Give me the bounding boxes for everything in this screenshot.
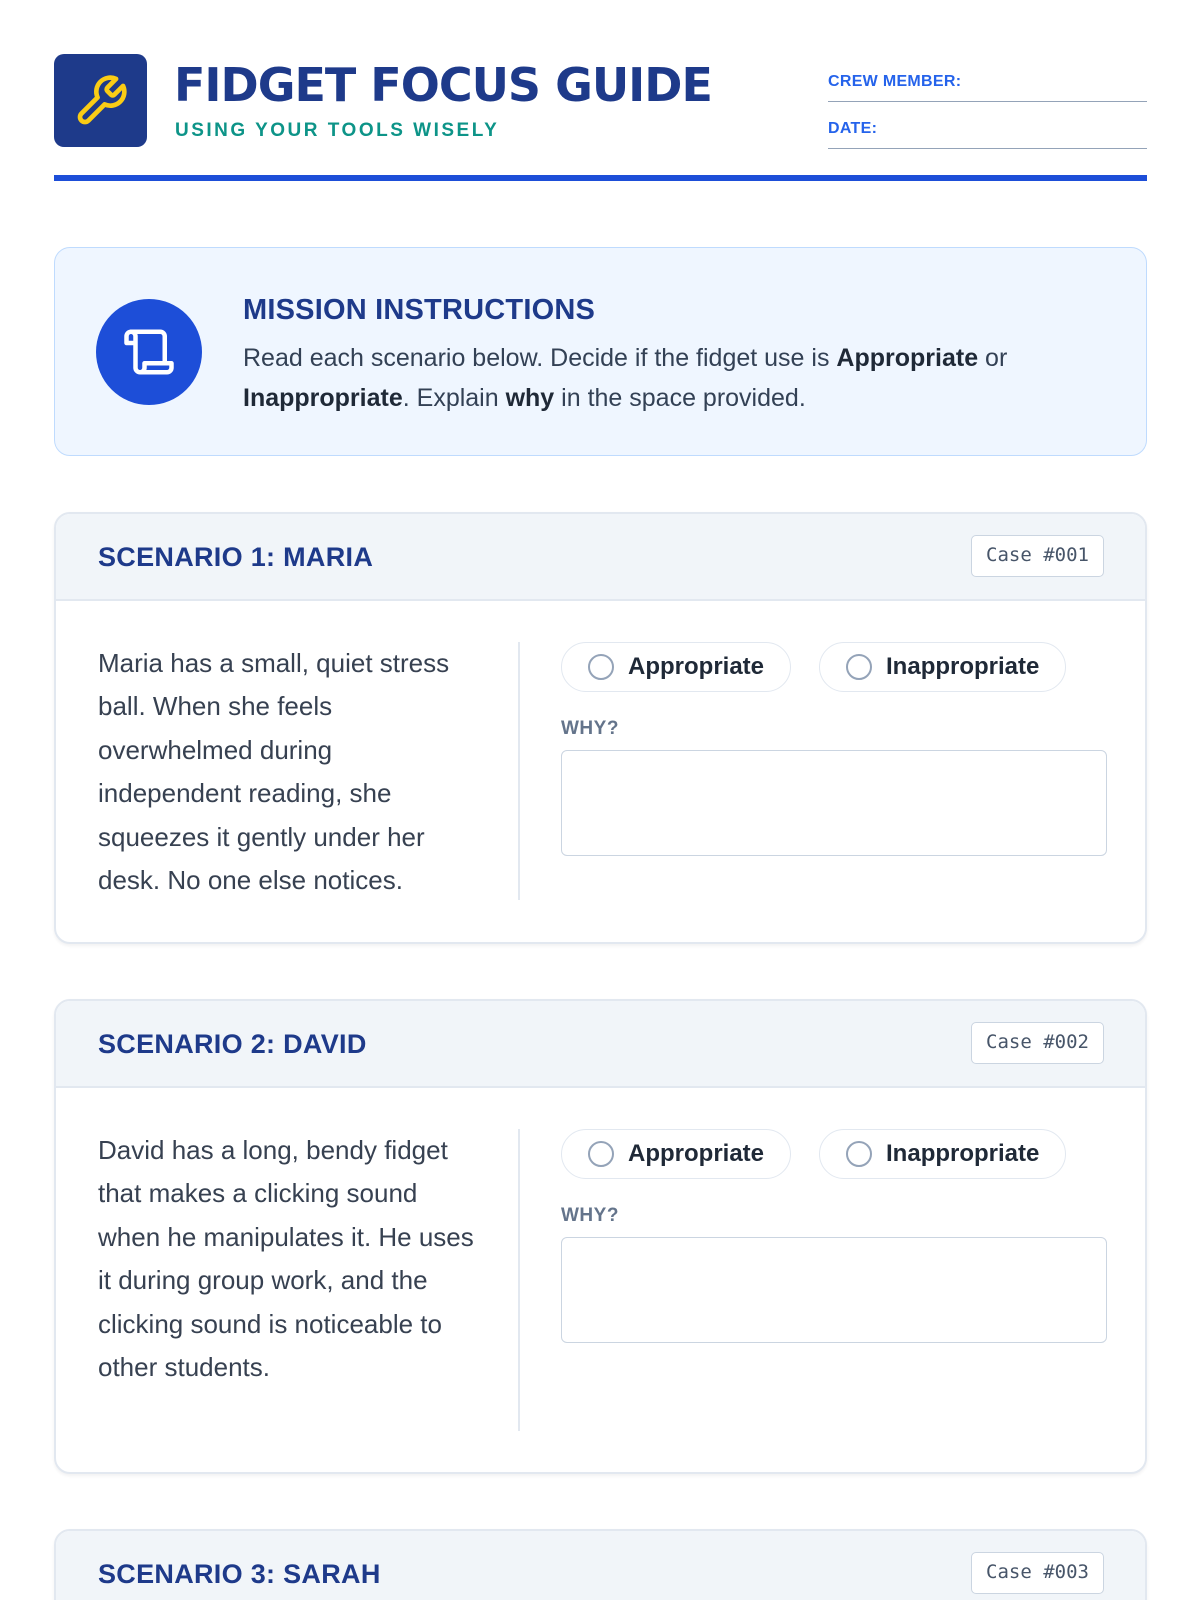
why-answer-input[interactable] [561,1237,1107,1343]
instructions-text [243,338,1113,418]
radio-button[interactable] [588,1141,614,1167]
scenario-card-3 [54,1529,1147,1600]
scenario-header [56,514,1145,601]
scenario-card-2 [54,999,1147,1474]
appropriate-option[interactable] [561,642,791,692]
page-title: FIDGET FOCUS GUIDE [174,58,712,112]
crew-member-label: CREW MEMBER: [828,73,962,90]
instructions-icon-badge [96,299,202,405]
option-label: Inappropriate [886,653,1040,680]
appropriate-option[interactable] [561,1129,791,1179]
answer-choices [561,642,1066,692]
logo-badge [54,54,147,147]
date-label: DATE: [828,120,878,137]
inappropriate-option[interactable] [819,1129,1066,1179]
worksheet-header [54,54,1147,181]
instructions-text-part: or [978,344,1008,372]
scenario-card-1 [54,512,1147,944]
case-number-badge: Case #002 [971,1022,1104,1064]
why-label: WHY? [561,718,619,739]
wrench-icon [73,73,129,129]
why-label: WHY? [561,1205,619,1226]
radio-button[interactable] [846,1141,872,1167]
instructions-bold-appropriate: Appropriate [836,344,979,372]
instructions-text-part: in the space provided. [554,384,806,412]
instructions-title: MISSION INSTRUCTIONS [243,294,596,326]
case-number-badge: Case #003 [971,1552,1104,1594]
radio-button[interactable] [588,654,614,680]
option-label: Appropriate [628,653,765,680]
scenario-header [56,1531,1145,1600]
scenario-divider [518,1129,520,1431]
why-answer-input[interactable] [561,750,1107,856]
crew-member-field[interactable] [828,58,1147,102]
inappropriate-option[interactable] [819,642,1066,692]
scenario-title: SCENARIO 3: SARAH [98,1559,381,1589]
header-fields [828,58,1147,152]
instructions-bold-why: why [505,384,555,412]
scenario-text: Maria has a small, quiet stress ball. When she feels overwhelmed during independent reading, she squeezes it gently under her desk. No one else notices. [98,648,450,896]
instructions-bold-inappropriate: Inappropriate [243,384,403,412]
instructions-text-part: . Explain [402,384,506,412]
option-label: Inappropriate [886,1140,1040,1167]
scenario-divider [518,642,520,900]
scroll-icon [122,325,176,379]
date-field[interactable] [828,105,1147,149]
scenario-title: SCENARIO 2: DAVID [98,1029,367,1059]
option-label: Appropriate [628,1140,765,1167]
mission-instructions [54,247,1147,456]
scenario-header [56,1001,1145,1088]
radio-button[interactable] [846,654,872,680]
page-subtitle: USING YOUR TOOLS WISELY [175,120,500,141]
scenario-text: David has a long, bendy fidget that makes a clicking sound when he manipulates it. He uses it during group work, and the clicking sound is noticeable to other students. [98,1135,474,1383]
instructions-text-part: Read each scenario below. Decide if the fidget use is [243,344,837,372]
scenario-title: SCENARIO 1: MARIA [98,542,374,572]
case-number-badge: Case #001 [971,535,1104,577]
answer-choices [561,1129,1066,1179]
